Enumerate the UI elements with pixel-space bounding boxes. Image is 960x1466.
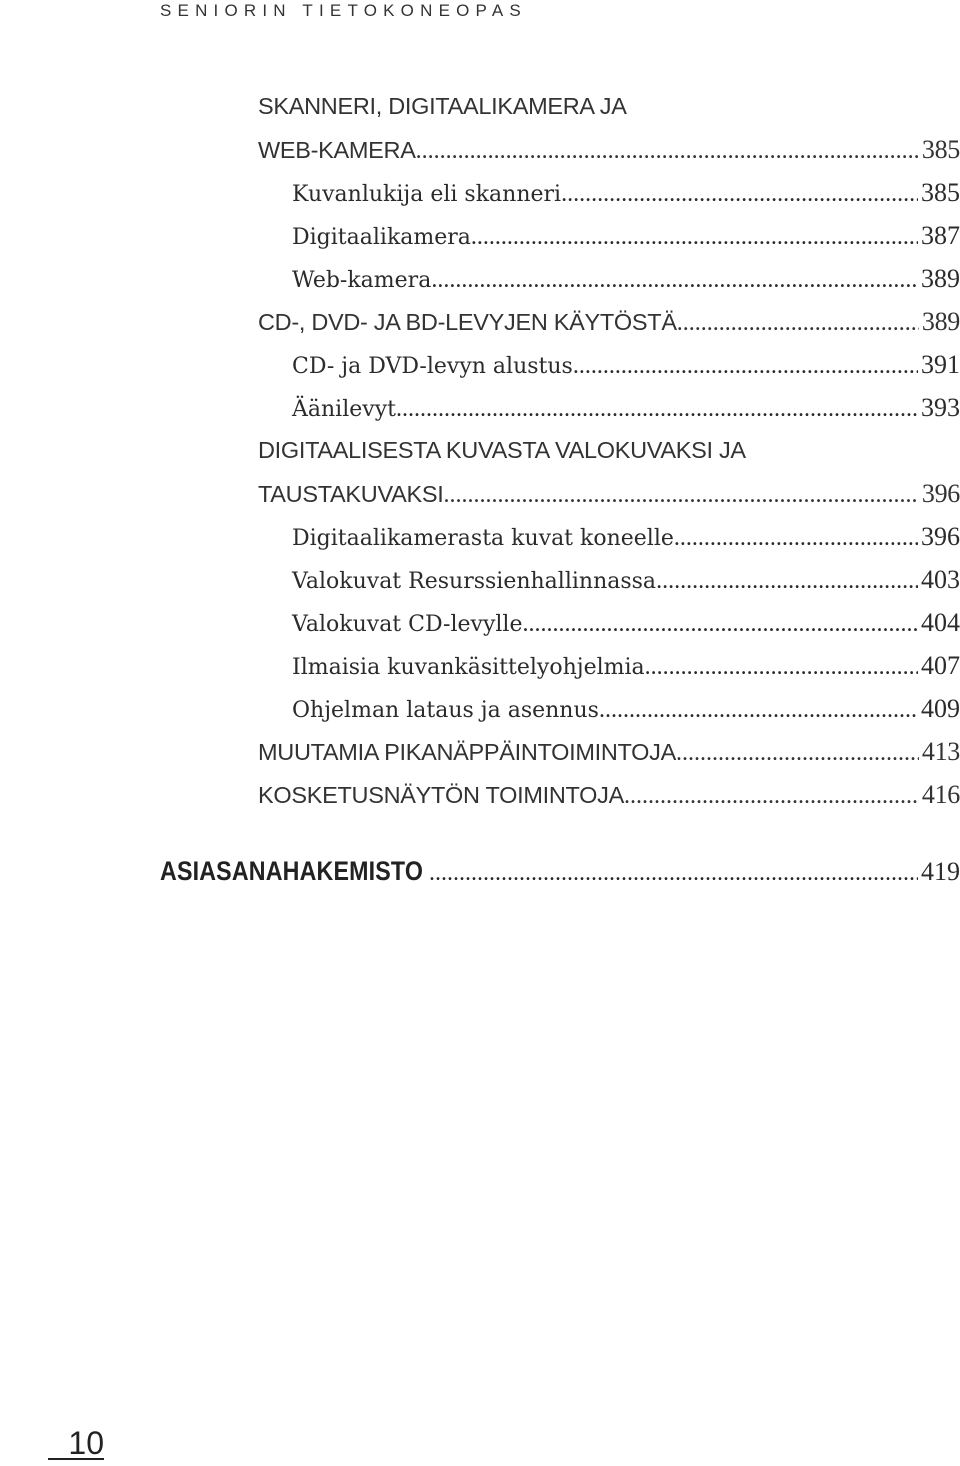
dot-leader [677,302,919,343]
toc-entry[interactable] [258,85,960,128]
toc-entry-page: 407 [921,651,960,680]
toc-entry[interactable] [258,687,960,730]
toc-entry-label: Valokuvat Resurssienhallinnassa [292,569,657,594]
toc-entry-page: 391 [921,350,960,379]
toc-entry-page: 385 [921,178,960,207]
dot-leader [396,388,918,429]
toc-entry[interactable] [258,472,960,515]
toc-entry[interactable] [258,773,960,816]
dot-leader [471,216,918,257]
toc-entry-label: Web-kamera [292,268,432,293]
toc-entry-page: 396 [921,479,960,508]
toc-entry-label: SKANNERI, DIGITAALIKAMERA JA [258,93,627,119]
dot-leader [573,345,918,386]
toc-entry-label: CD-, DVD- JA BD-LEVYJEN KÄYTÖSTÄ [258,309,677,335]
toc-entry-page: 416 [921,780,960,809]
toc-entry[interactable] [258,601,960,644]
dot-leader [676,732,919,773]
toc-entry[interactable] [258,128,960,171]
dot-leader [624,775,919,816]
toc-entry[interactable] [258,558,960,601]
running-head: SENIORIN TIETOKONEOPAS [160,1,527,20]
toc-entry[interactable] [258,730,960,773]
dot-leader [443,474,918,515]
dot-leader [522,603,918,644]
toc-entry-page: 413 [921,737,960,766]
table-of-contents [258,85,960,816]
toc-entry-page: 409 [921,694,960,723]
toc-index-entry[interactable] [160,848,960,894]
dot-leader [656,560,918,601]
toc-entry[interactable] [258,386,960,429]
toc-entry[interactable] [258,429,960,472]
toc-entry-label: Valokuvat CD-levylle [292,612,523,637]
index-label: ASIASANAHAKEMISTO [160,856,424,886]
toc-entry-label: KOSKETUSNÄYTÖN TOIMINTOJA [258,782,624,808]
toc-entry[interactable] [258,644,960,687]
toc-entry-label: WEB-KAMERA [258,137,416,163]
toc-entry-page: 396 [921,522,960,551]
toc-entry-page: 404 [921,608,960,637]
toc-entry[interactable] [258,171,960,214]
page-number: 10 [48,1420,104,1460]
dot-leader [416,130,919,171]
dot-leader [674,517,918,558]
toc-entry-page: 385 [921,135,960,164]
toc-entry[interactable] [258,257,960,300]
toc-entry[interactable] [258,343,960,386]
dot-leader [599,689,918,730]
dot-leader [645,646,918,687]
toc-entry-label: Ilmaisia kuvankäsittelyohjelmia [292,655,645,680]
toc-entry-label: Äänilevyt [292,397,396,422]
toc-entry-page: 389 [921,264,960,293]
toc-entry-page: 403 [921,565,960,594]
dot-leader [431,259,918,300]
toc-entry-label: CD- ja DVD-levyn alustus [292,354,573,379]
toc-entry-page: 389 [921,307,960,336]
index-page: 419 [921,857,960,886]
toc-entry-label: Digitaalikamera [292,225,471,250]
dot-leader [429,850,918,894]
toc-entry-label: Digitaalikamerasta kuvat koneelle [292,526,674,551]
toc-entry[interactable] [258,300,960,343]
toc-entry-page: 393 [921,393,960,422]
toc-entry-label: Ohjelman lataus ja asennus [292,698,599,723]
toc-entry-label: MUUTAMIA PIKANÄPPÄINTOIMINTOJA [258,739,676,765]
toc-entry-page: 387 [921,221,960,250]
dot-leader [561,173,918,214]
toc-entry-label: TAUSTAKUVAKSI [258,481,444,507]
toc-entry-label: Kuvanlukija eli skanneri [292,182,562,207]
toc-entry[interactable] [258,515,960,558]
toc-entry[interactable] [258,214,960,257]
toc-entry-label: DIGITAALISESTA KUVASTA VALOKUVAKSI JA [258,437,746,463]
